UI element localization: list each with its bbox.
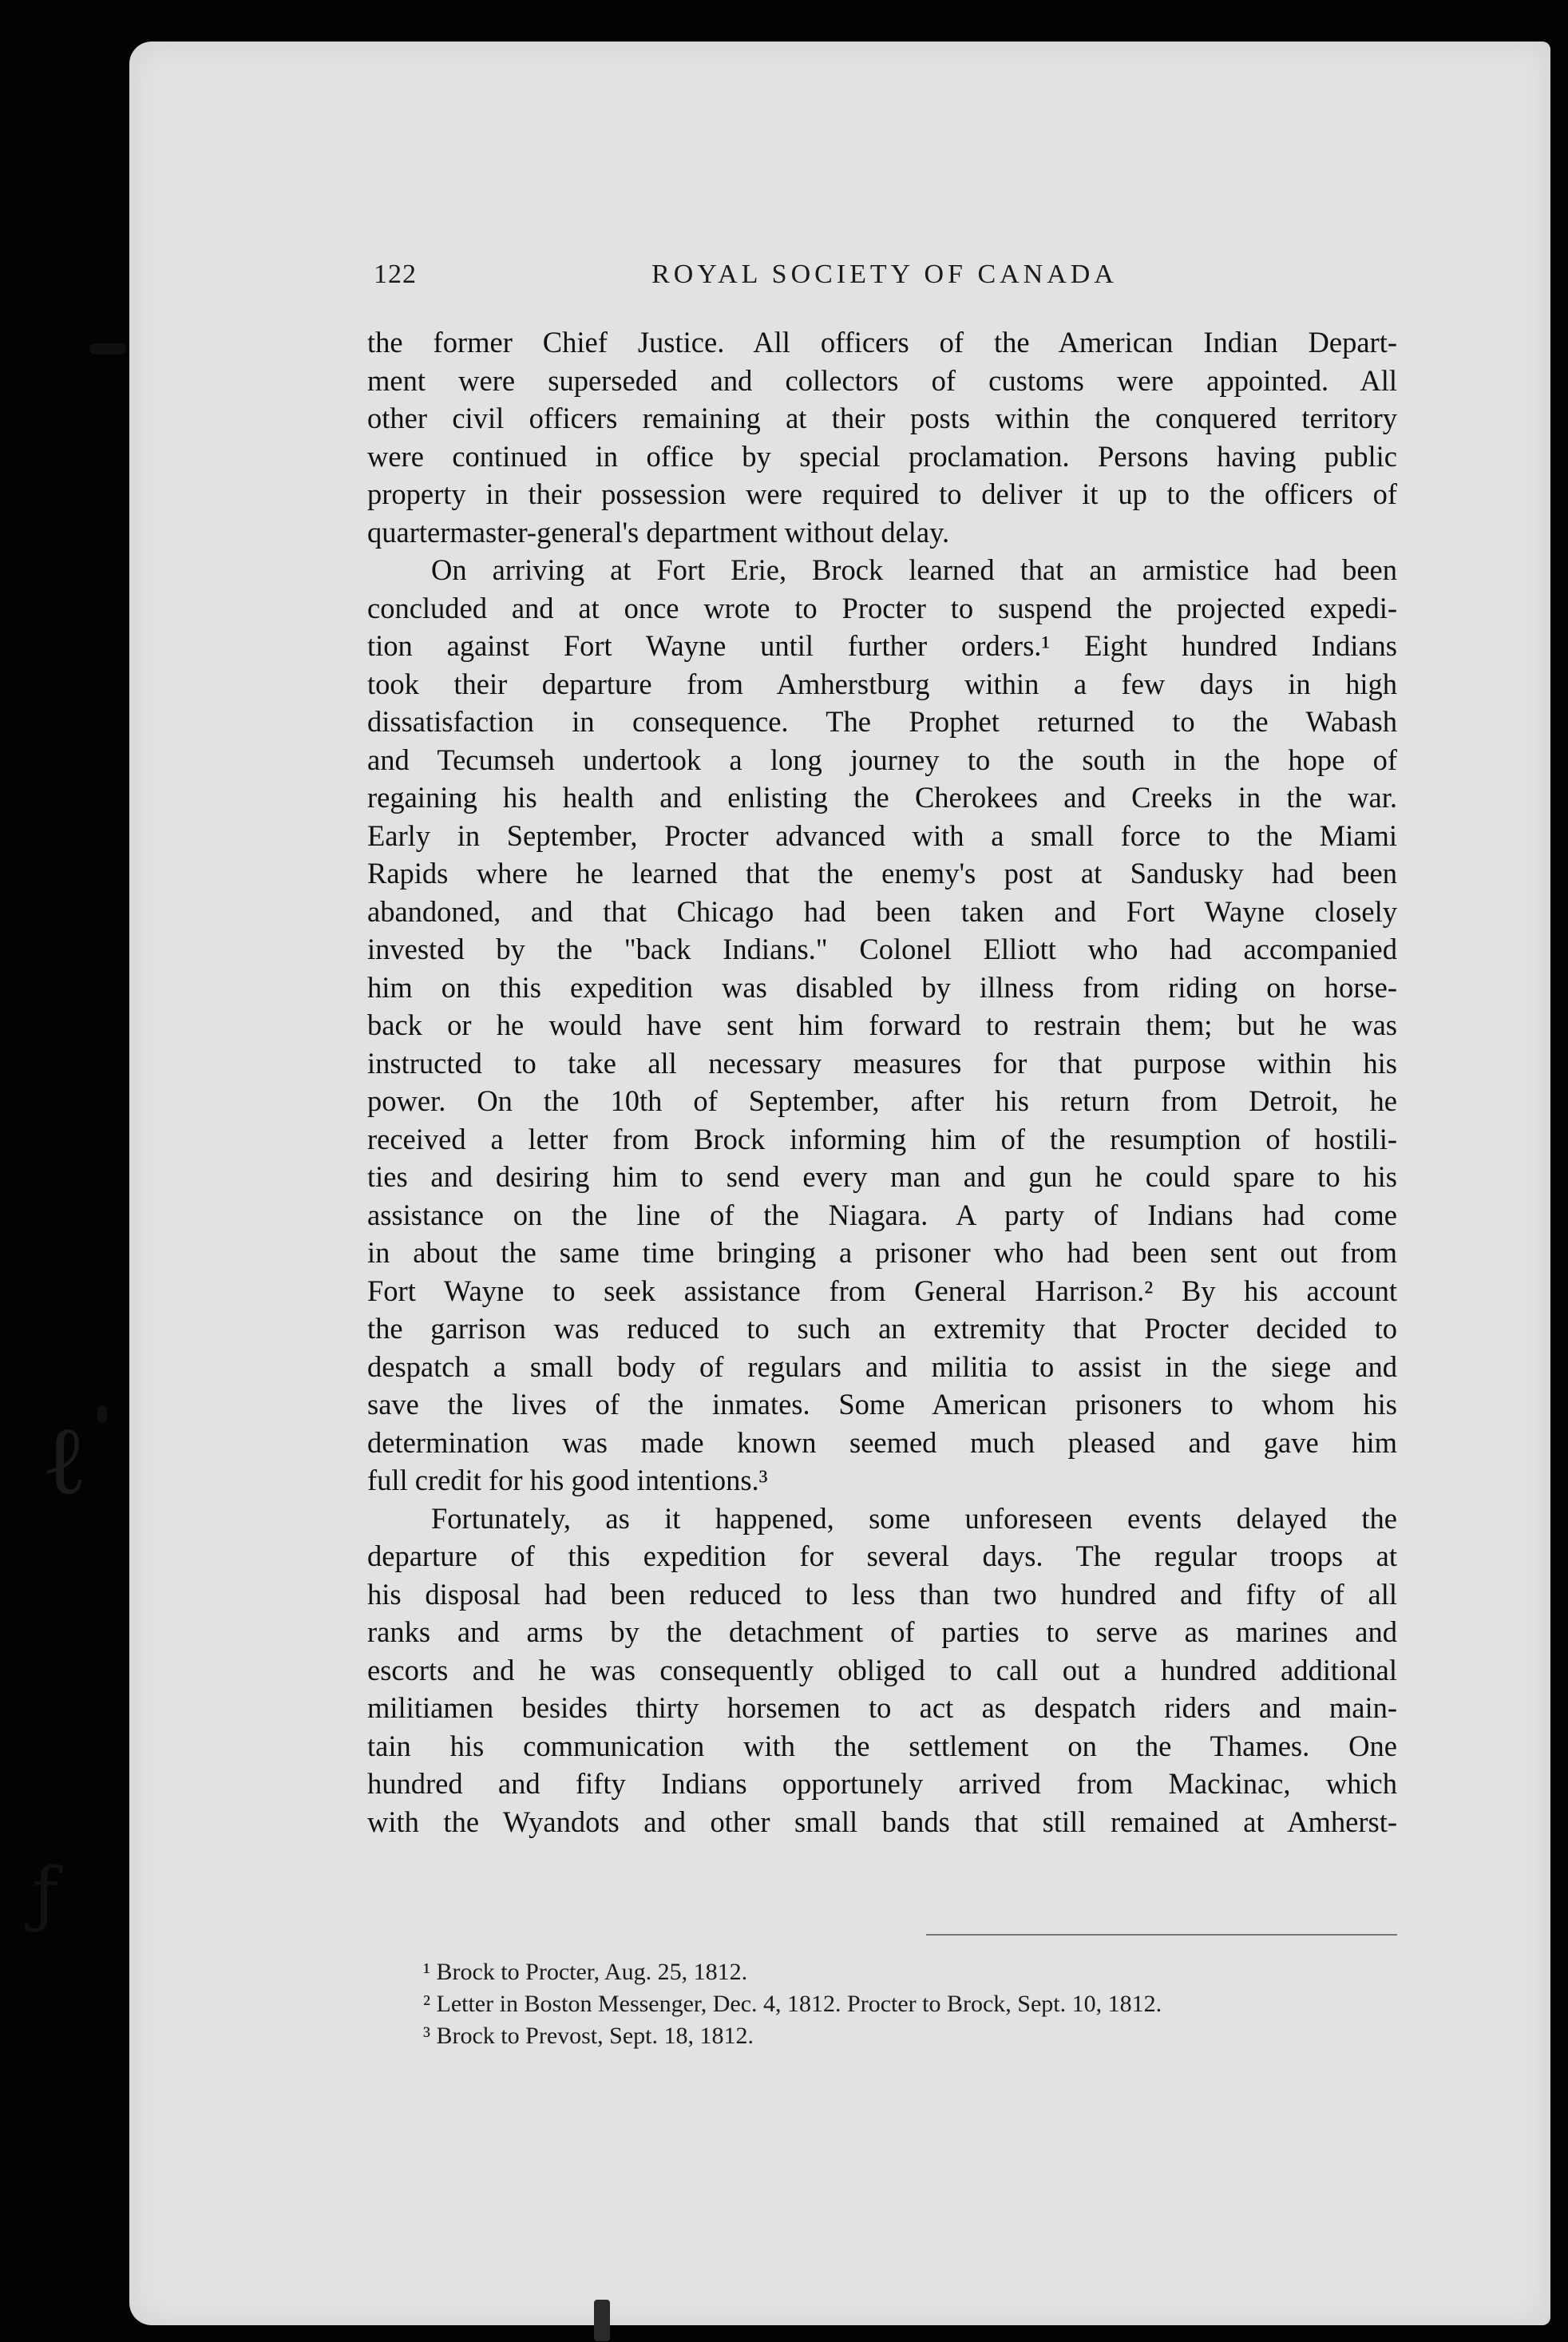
- text-line: dissatisfaction in consequence. The Prophet returned to the Wabash: [367, 705, 1397, 738]
- text-line: ment were superseded and collectors of customs were appointed. All: [367, 363, 1397, 397]
- body-text: [367, 323, 1397, 1841]
- text-line: ties and desiring him to send every man and gun he could spare to his: [367, 1160, 1397, 1193]
- text-line: despatch a small body of regulars and militia to assist in the siege and: [367, 1349, 1397, 1383]
- text-line: received a letter from Brock informing him of the resumption of hostili-: [367, 1122, 1397, 1155]
- margin-scribble: ƒ: [32, 1853, 59, 1936]
- text-line: his disposal had been reduced to less than two hundred and fifty of all: [367, 1577, 1397, 1611]
- footnote: ³ Brock to Prevost, Sept. 18, 1812.: [423, 2023, 754, 2049]
- page-header: [374, 260, 1396, 299]
- text-line: save the lives of the inmates. Some American prisoners to whom his: [367, 1388, 1397, 1421]
- text-line: other civil officers remaining at their posts within the conquered territory: [367, 402, 1397, 434]
- footnotes: [423, 1956, 1421, 2052]
- text-line: the former Chief Justice. All officers of the American Indian Depart-: [367, 326, 1397, 359]
- text-line: hundred and fifty Indians opportunely arrived from Mackinac, which: [367, 1767, 1397, 1800]
- text-line: him on this expedition was disabled by illness from riding on horse-: [367, 970, 1397, 1004]
- text-line: militiamen besides thirty horsemen to act as despatch riders and main-: [367, 1691, 1397, 1724]
- text-line: instructed to take all necessary measures for that purpose within his: [367, 1046, 1397, 1080]
- text-line: invested by the "back Indians." Colonel Elliott who had accompanied: [367, 933, 1397, 965]
- text-line: Rapids where he learned that the enemy's post at Sandusky had been: [367, 857, 1397, 890]
- running-head: ROYAL SOCIETY OF CANADA: [651, 260, 1118, 289]
- text-line: in about the same time bringing a prisoner who had been sent out from: [367, 1236, 1397, 1269]
- text-line: Fortunately, as it happened, some unforeseen events delayed the: [431, 1501, 1397, 1535]
- page-number: 122: [374, 260, 417, 289]
- text-line: with the Wyandots and other small bands that still remained at Amherst-: [367, 1805, 1397, 1838]
- text-line: abandoned, and that Chicago had been taken and Fort Wayne closely: [367, 894, 1397, 928]
- text-line: power. On the 10th of September, after his return from Detroit, he: [367, 1084, 1397, 1117]
- text-line: regaining his health and enlisting the Cherokees and Creeks in the war.: [367, 781, 1397, 814]
- text-line: escorts and he was consequently obliged to call out a hundred additional: [367, 1653, 1397, 1686]
- text-line: were continued in office by special proclamation. Persons having public: [367, 439, 1397, 473]
- text-line: Early in September, Procter advanced with a small force to the Miami: [367, 818, 1397, 852]
- text-line: tion against Fort Wayne until further orders.¹ Eight hundred Indians: [367, 629, 1397, 662]
- footnote: ¹ Brock to Procter, Aug. 25, 1812.: [423, 1959, 748, 1985]
- text-line: concluded and at once wrote to Procter to suspend the projected expedi-: [367, 591, 1397, 624]
- margin-mark: [594, 2300, 610, 2341]
- text-line: ranks and arms by the detachment of parties to serve as marines and: [367, 1615, 1397, 1648]
- text-line: property in their possession were required to deliver it up to the officers of: [367, 478, 1397, 510]
- text-line: back or he would have sent him forward to restrain them; but he was: [367, 1009, 1397, 1041]
- text-line: quartermaster-general's department without delay.: [367, 515, 950, 549]
- text-line: the garrison was reduced to such an extremity that Procter decided to: [367, 1312, 1397, 1345]
- text-line: Fort Wayne to seek assistance from General Harrison.² By his account: [367, 1274, 1397, 1307]
- margin-scribble: ℓ: [42, 1405, 88, 1516]
- margin-mark: [97, 1405, 107, 1423]
- footnote: ² Letter in Boston Messenger, Dec. 4, 1812. Procter to Brock, Sept. 10, 1812.: [423, 1991, 1162, 2017]
- footnote-divider: [926, 1934, 1397, 1936]
- text-line: On arriving at Fort Erie, Brock learned that an armistice had been: [431, 553, 1397, 586]
- text-line: departure of this expedition for several days. The regular troops at: [367, 1540, 1397, 1572]
- text-line: took their departure from Amherstburg within a few days in high: [367, 667, 1397, 700]
- text-line: determination was made known seemed much pleased and gave him: [367, 1425, 1397, 1459]
- text-line: full credit for his good intentions.³: [367, 1464, 768, 1496]
- text-line: assistance on the line of the Niagara. A party of Indians had come: [367, 1198, 1397, 1231]
- text-line: and Tecumseh undertook a long journey to the south in the hope of: [367, 743, 1397, 776]
- margin-mark: [89, 343, 126, 355]
- text-line: tain his communication with the settlement on the Thames. One: [367, 1729, 1397, 1762]
